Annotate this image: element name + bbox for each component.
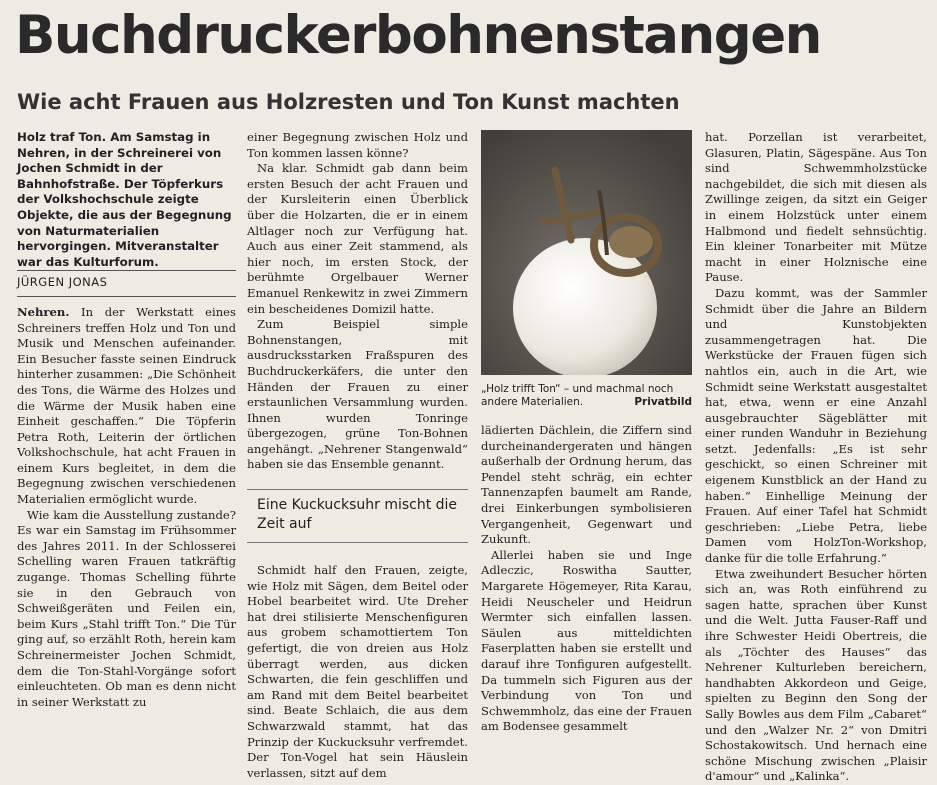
body-paragraph: hat. Porzellan ist verarbeitet, Glasuren, Platin, Sägespäne. Aus Ton sind Schwemmholzstücke nachgebildet, die sich mit diesen als Zwillinge zeigen, da sitzt ein Geiger in einem Holzstück unter einem Halbmond und fiedelt sehnsüchtig. Ein kleiner Tonarbeiter mit Mütze macht in einer Holznische eine Pause. (705, 130, 927, 285)
headline: Buchdruckerbohnenstangen (15, 5, 821, 66)
body-paragraph: Zum Beispiel simple Bohnenstangen, mit ausdrucksstarken Fraßspuren des Buchdruckerkäfers, die unter den Händen der Frauen zu einer erstaunlichen Versammlung wurden. Ihnen wurden Tonringe übergezogen, grüne Ton-Bohnen angehängt. „Nehrener Stangenwald“ haben sie das Ensemble genannt. (247, 317, 468, 472)
lead-paragraph: Holz traf Ton. Am Samstag in Nehren, in der Schreinerei von Jochen Schmidt in der Bahnhofstraße. Der Töpferkurs der Volkshochschule zeigte Objekte, die aus der Begegnung von Naturmaterialien hervorgingen. Mitveranstalter war das Kulturforum. (17, 130, 232, 269)
subheadline: Wie acht Frauen aus Holzresten und Ton Kunst machten (17, 90, 680, 114)
byline: JÜRGEN JONAS (17, 270, 236, 297)
body-paragraph: Dazu kommt, was der Sammler Schmidt über die Jahre an Bildern und Kunstobjekten zusammengetragen hat. Die Werkstücke der Frauen fügen sich nahtlos ein, auch in die Art, wie Schmidt seine Werkstatt ausgestaltet hat, etwa, wenn er eine Anzahl ausgebrauchter Sägeblätter mit einer runden Wanduhr in Beziehung setzt. Jedenfalls: „Es ist sehr geschickt, so einen Schreiner mit eigenem Kunstblick an der Hand zu haben.“ Einhellige Meinung der Frauen. Auf einer Tafel hat Schmidt geschrieben: „Liebe Petra, liebe Damen vom HolzTon-Workshop, danke für die tolle Erfahrung.“ (705, 285, 927, 566)
body-text: In der Werkstatt eines Schreiners treffen Holz und Ton und Musik und Menschen aufeinander. Ein Besucher fasste seinen Eindruck hinterher zusammen: „Die Schönheit des Tons, die Wärme des Holzes und die Wärme der Musik haben eine Einheit geschaffen.“ Die Töpferin Petra Roth, Leiterin der örtlichen Volkshochschule, hat acht Frauen in einem Kurs begleitet, in dem die Begegnung zwischen verschiedenen Materialien ermöglicht wurde. (17, 304, 236, 507)
caption-text: „Holz trifft Ton“ – und machmal noch andere Materialien. (481, 383, 674, 408)
section-subheading: Eine Kuckucksuhr mischt die Zeit auf (247, 489, 468, 543)
body-paragraph: Na klar. Schmidt gab dann beim ersten Besuch der acht Frauen und der Kursleiterin einen Überblick über die Holzarten, die er in einem Altlager noch zur Verfügung hat. Auch aus einer Zeit stammend, als hier noch, im ersten Stock, der berühmte Orgelbauer Werner Emanuel Renkewitz in zwei Zimmern ein bescheidenes Domizil hatte. (247, 161, 468, 316)
body-paragraph: lädierten Dächlein, die Ziffern sind durcheinandergeraten und hängen außerhalb der Ordnung herum, das Pendel steht schräg, ein echter Tannenzapfen baumelt am Rande, drei Einkerbungen symbolisieren Vergangenheit, Gegenwart und Zukunft. (481, 423, 692, 547)
body-paragraph: Etwa zweihundert Besucher hörten sich an, was Roth einführend zu sagen hatte, sprachen über Kunst und die Welt. Jutta Fauser-Raff und ihre Schwester Heidi Obertreis, die als „Töchter des Hauses“ das Nehrener Kulturleben bereichern, handhabten Akkordeon und Geige, spielten zu Beginn den Song der Sally Bowles aus dem Film „Cabaret“ und den „Walzer Nr. 2“ von Dmitri Schostakowitsch. Und hernach eine schöne Mischung zwischen „Plaisir d'amour“ und „Kalinka“. (705, 566, 927, 784)
body-paragraph: Schmidt half den Frauen, zeigte, wie Holz mit Sägen, dem Beitel oder Hobel bearbeitet wird. Ute Dreher hat drei stilisierte Menschenfiguren aus grobem schamottiertem Ton gefertigt, die von dreien aus Holz überragt werden, aus dicken Schwarten, die fein geschliffen und am Rand mit dem Beitel bearbeitet sind. Beate Schlaich, die aus dem Schwarzwald stammt, hat das Prinzip der Kuckucksuhr verfremdet. Der Ton-Vogel hat sein Häuslein verlassen, sitzt auf dem (247, 563, 468, 780)
sculpture-photo (481, 130, 692, 375)
column-4 (705, 130, 927, 785)
column-1 (17, 130, 236, 710)
photo-credit: Privatbild (634, 396, 692, 408)
body-paragraph (17, 305, 236, 508)
column-3 (481, 130, 692, 735)
column-2 (247, 130, 468, 781)
photo-caption (481, 383, 692, 409)
body-paragraph: Wie kam die Ausstellung zustande? Es war ein Samstag im Frühsommer des Jahres 2011. In der Schlosserei Schelling waren Frauen tatkräftig zugange. Thomas Schelling führte sie in den Gebrauch von Schweißgeräten und Feilen ein, beim Kurs „Stahl trifft Ton.“ Die Tür ging auf, so erzählt Roth, herein kam Schreinermeister Jochen Schmidt, dem die Ton-Stahl-Vorgänge sofort einleuchteten. Ob man es denn nicht in seiner Werkstatt zu (17, 507, 236, 709)
body-paragraph: Allerlei haben sie und Inge Adleczic, Roswitha Sautter, Margarete Högemeyer, Rita Karau, Heidi Neuscheler und Heidrun Wermter sich einfallen lassen. Säulen aus mitteldichten Faserplatten haben sie erstellt und darauf ihre Tonfiguren aufgestellt. Da tummeln sich Figuren aus der Verbindung von Ton und Schwemmholz, das eine der Frauen am Bodensee gesammelt (481, 547, 692, 734)
ceramic-egg (513, 238, 657, 375)
dateline: Nehren. (17, 304, 70, 319)
clay-nut (609, 226, 653, 258)
body-paragraph: einer Begegnung zwischen Holz und Ton kommen lassen könne? (247, 130, 468, 160)
